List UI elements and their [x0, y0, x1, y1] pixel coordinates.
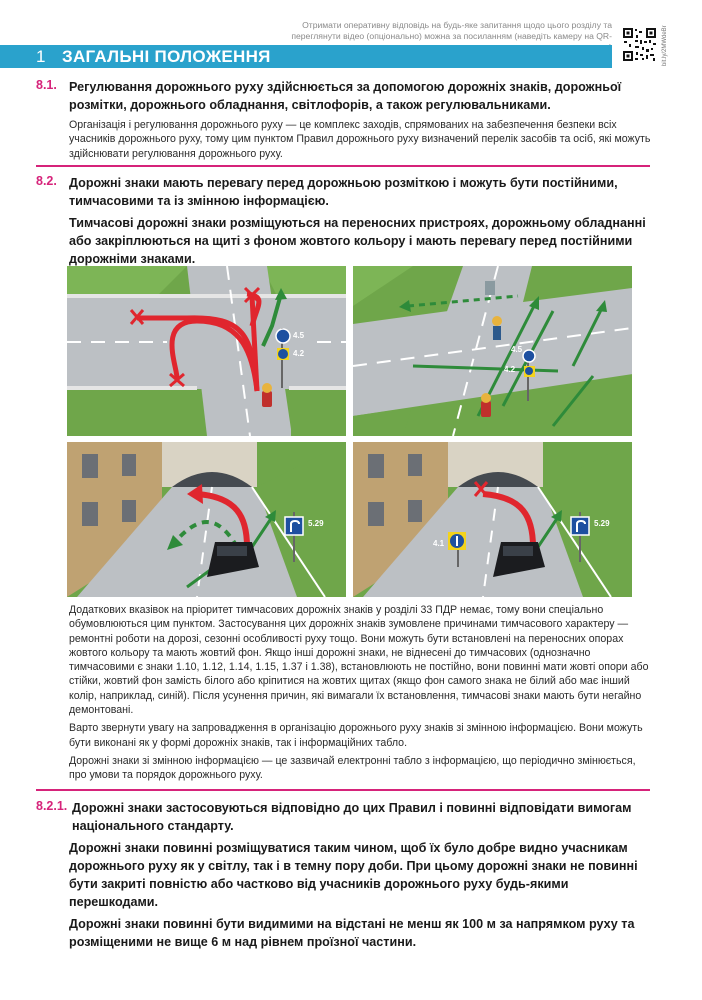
illustration-underpass-1: [67, 442, 346, 597]
illustration-intersection-1: [67, 266, 346, 436]
sign-label: 5.29: [308, 519, 324, 528]
rule-text-1: Дорожні знаки мають перевагу перед дорожньою розміткою і можуть бути постійними, тимчасовими та із змінною інформацією.: [69, 176, 618, 208]
chapter-number: 1: [36, 47, 46, 66]
section-8-1: [36, 78, 656, 161]
sign-label: 4.1: [433, 539, 445, 548]
qr-note: Отримати оперативну відповідь на будь-яке запитання щодо цього розділу та переглянути відео (опціонально) можна за посиланням (наведіть камеру на QR-: [291, 20, 612, 41]
rule-text-3: Дорожні знаки повинні бути видимими на відстані не менш як 100 м за напрямком руху та розміщеними не вище 6 м над рівнем проїзної частини.: [69, 917, 635, 949]
illustration-underpass-2: [353, 442, 632, 597]
sign-label: 5.29: [594, 519, 610, 528]
comment-text-1: Додаткових вказівок на пріоритет тимчасових дорожніх знаків у розділі 33 ПДР немає, тому вони спеціально обумовлюються цим пунктом. Застосування цих дорожніх знаків зумовлене причинами тимчасового характеру — ремонтні роботи на дорозі, сезонні особливості руху тощо. Вони можуть бути встановлені на переносних опорах жовтого кольору та мають жовтий фон. Якщо інші дорожні знаки, не віднесені до тимчасових (однозначно тимчасовими є знаки 1.10, 1.12, 1.14, 1.15, 1.37 і 1.38), встановлюють не постійно, вони повинні мати жовті опори або стійки, жовтий фон замість білого або кріпитися на жовтих щитах (якщо фон самого знака не білий або має інший колір, наприклад, синій). Після усунення причин, які вимагали їх встановлення, тимчасові знаки мають бути негайно демонтовані.: [69, 604, 649, 717]
section-8-2-1: [36, 799, 656, 951]
rule-text: Регулювання дорожнього руху здійснюється за допомогою дорожніх знаків, дорожньої розмітки, дорожнього обладнання, світлофорів, а також регулювальниками.: [69, 80, 622, 112]
illustration-intersection-2: [353, 266, 632, 436]
section-divider: [36, 789, 650, 791]
section-8-2: [36, 174, 656, 268]
sign-label: 4.2: [293, 349, 305, 358]
sign-label: 4.2: [504, 365, 516, 374]
sign-label: 4.5: [293, 331, 305, 340]
qr-code-icon[interactable]: [622, 27, 657, 62]
section-8-2-comments: [36, 603, 656, 783]
chapter-title: ЗАГАЛЬНІ ПОЛОЖЕННЯ: [62, 47, 271, 66]
comment-text-2: Варто звернути увагу на запровадження в організацію дорожнього руху знаків зі змінною інформацією. Вони можуть бути виконані як у формі дорожніх знаків, так і інформаційних табло.: [69, 722, 643, 749]
section-number: 8.2.: [36, 174, 57, 188]
comment-text: Організація і регулювання дорожнього руху — це комплекс заходів, спрямованих на забезпечення безпеки всіх учасників дорожнього руху, тому цим пунктом Правил дорожнього руху визначений перелік засобів та осіб, які можуть здійснювати регулювання дорожнього руху.: [69, 119, 651, 160]
rule-text-1: Дорожні знаки застосовуються відповідно до цих Правил і повинні відповідати вимогам національного стандарту.: [72, 801, 632, 833]
section-number: 8.1.: [36, 78, 57, 92]
comment-text-3: Дорожні знаки зі змінною інформацією — це зазвичай електронні табло з інформацією, що періодично змінюється, про умови та порядок дорожнього руху.: [69, 754, 636, 782]
qr-link-text: bit.ly/2MWdeBr: [662, 25, 668, 66]
section-divider: [36, 165, 650, 167]
rule-text-2: Тимчасові дорожні знаки розміщуються на переносних пристроях, дорожньому обладнанні або закріплюються на щиті з фоном жовтого кольору і мають перевагу перед постійними дорожніми знаками.: [69, 216, 646, 266]
rule-text-2: Дорожні знаки повинні розміщуватися таким чином, щоб їх було добре видно учасникам дорожнього руху як у світлу, так і в темну пору доби. При цьому дорожні знаки не повинні бути закриті повністю або частково від учасників дорожнього руху будь-якими перешкодами.: [69, 841, 638, 909]
section-number: 8.2.1.: [36, 799, 68, 813]
sign-label: 4.5: [511, 345, 523, 354]
